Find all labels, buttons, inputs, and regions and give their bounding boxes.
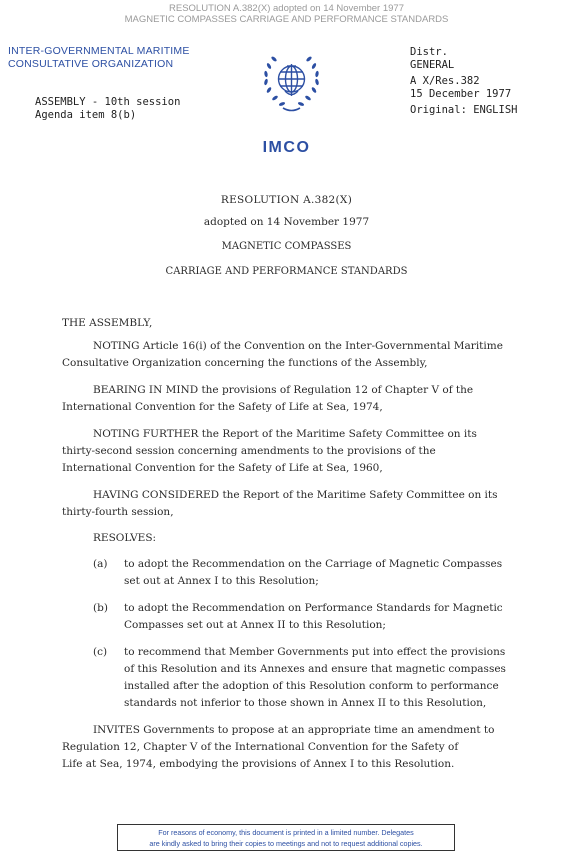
footer-notice bbox=[117, 824, 455, 851]
imco-logo-text: IMCO bbox=[262, 139, 311, 156]
paragraph-noting-further-line-3: International Convention for the Safety of Life at Sea, 1960, bbox=[62, 462, 383, 474]
organization-name bbox=[8, 45, 190, 70]
resolution-title: RESOLUTION A.382(X) bbox=[220, 194, 353, 206]
assembly-session: ASSEMBLY - 10th session bbox=[35, 96, 181, 108]
item-a-label: (a) bbox=[93, 558, 108, 570]
distr-label: Distr. bbox=[410, 46, 448, 58]
item-c-line-1: to recommend that Member Governments put into effect the provisions bbox=[124, 646, 506, 658]
header-title: RESOLUTION A.382(X) adopted on 14 November 1977 bbox=[169, 3, 404, 14]
resolves-heading: RESOLVES: bbox=[93, 532, 157, 544]
item-c-line-4: standards not inferior to those shown in Annex II to this Resolution, bbox=[124, 697, 487, 709]
assembly-block bbox=[35, 96, 180, 121]
item-c-line-2: of this Resolution and its Annexes and ensure that magnetic compasses bbox=[124, 663, 506, 675]
item-c-line-3: installed after the adoption of this Resolution conform to performance bbox=[124, 680, 499, 692]
imco-emblem-icon bbox=[255, 46, 328, 119]
item-b-line-1: to adopt the Recommendation on Performance Standards for Magnetic bbox=[124, 602, 503, 614]
organization-line-1: INTER-GOVERNMENTAL MARITIME bbox=[8, 45, 190, 57]
item-b-label: (b) bbox=[93, 602, 108, 614]
document-date: 15 December 1977 bbox=[410, 88, 512, 100]
header-subtitle: MAGNETIC COMPASSES CARRIAGE AND PERFORMANCE STANDARDS bbox=[124, 14, 449, 25]
paragraph-invites-line-3: Life at Sea, 1974, embodying the provisions of Annex I to this Resolution. bbox=[62, 758, 455, 770]
subject-title: MAGNETIC COMPASSES bbox=[221, 241, 352, 252]
item-a-line-1: to adopt the Recommendation on the Carriage of Magnetic Compasses bbox=[124, 558, 503, 570]
item-c-label: (c) bbox=[93, 646, 108, 658]
the-assembly-heading: THE ASSEMBLY, bbox=[62, 317, 153, 329]
agenda-item: Agenda item 8(b) bbox=[35, 108, 137, 121]
paragraph-bearing-line-2: International Convention for the Safety of Life at Sea, 1974, bbox=[62, 401, 383, 413]
paragraph-bearing-line-1: BEARING IN MIND the provisions of Regulation 12 of Chapter V of the bbox=[93, 384, 474, 396]
paragraph-having-considered-line-2: thirty-fourth session, bbox=[62, 506, 174, 518]
footer-notice-line-2: are kindly asked to bring their copies to meetings and not to request additional copies. bbox=[149, 838, 423, 848]
adopted-date: adopted on 14 November 1977 bbox=[203, 216, 370, 228]
paragraph-noting-further-line-1: NOTING FURTHER the Report of the Maritime Safety Committee on its bbox=[93, 428, 477, 440]
subject-subtitle: CARRIAGE AND PERFORMANCE STANDARDS bbox=[165, 266, 408, 277]
document-symbol: A X/Res.382 bbox=[410, 75, 480, 87]
original-language: Original: ENGLISH bbox=[410, 104, 518, 116]
paragraph-noting-further-line-2: thirty-second session concerning amendments to the provisions of the bbox=[62, 445, 436, 457]
paragraph-invites-line-2: Regulation 12, Chapter V of the International Convention for the Safety of bbox=[62, 741, 459, 753]
paragraph-having-considered-line-1: HAVING CONSIDERED the Report of the Maritime Safety Committee on its bbox=[93, 489, 498, 501]
organization-line-2: CONSULTATIVE ORGANIZATION bbox=[8, 57, 174, 70]
distribution-block bbox=[410, 46, 517, 117]
item-a-line-2: set out at Annex I to this Resolution; bbox=[124, 575, 319, 587]
footer-notice-line-1: For reasons of economy, this document is printed in a limited number. Delegates bbox=[158, 828, 414, 837]
paragraph-noting-line-2: Consultative Organization concerning the functions of the Assembly, bbox=[62, 357, 428, 369]
paragraph-invites-line-1: INVITES Governments to propose at an appropriate time an amendment to bbox=[93, 724, 495, 736]
item-b-line-2: Compasses set out at Annex II to this Resolution; bbox=[124, 619, 386, 631]
distr-general: GENERAL bbox=[410, 59, 455, 71]
paragraph-noting-line-1: NOTING Article 16(i) of the Convention on the Inter-Governmental Maritime bbox=[93, 340, 503, 352]
